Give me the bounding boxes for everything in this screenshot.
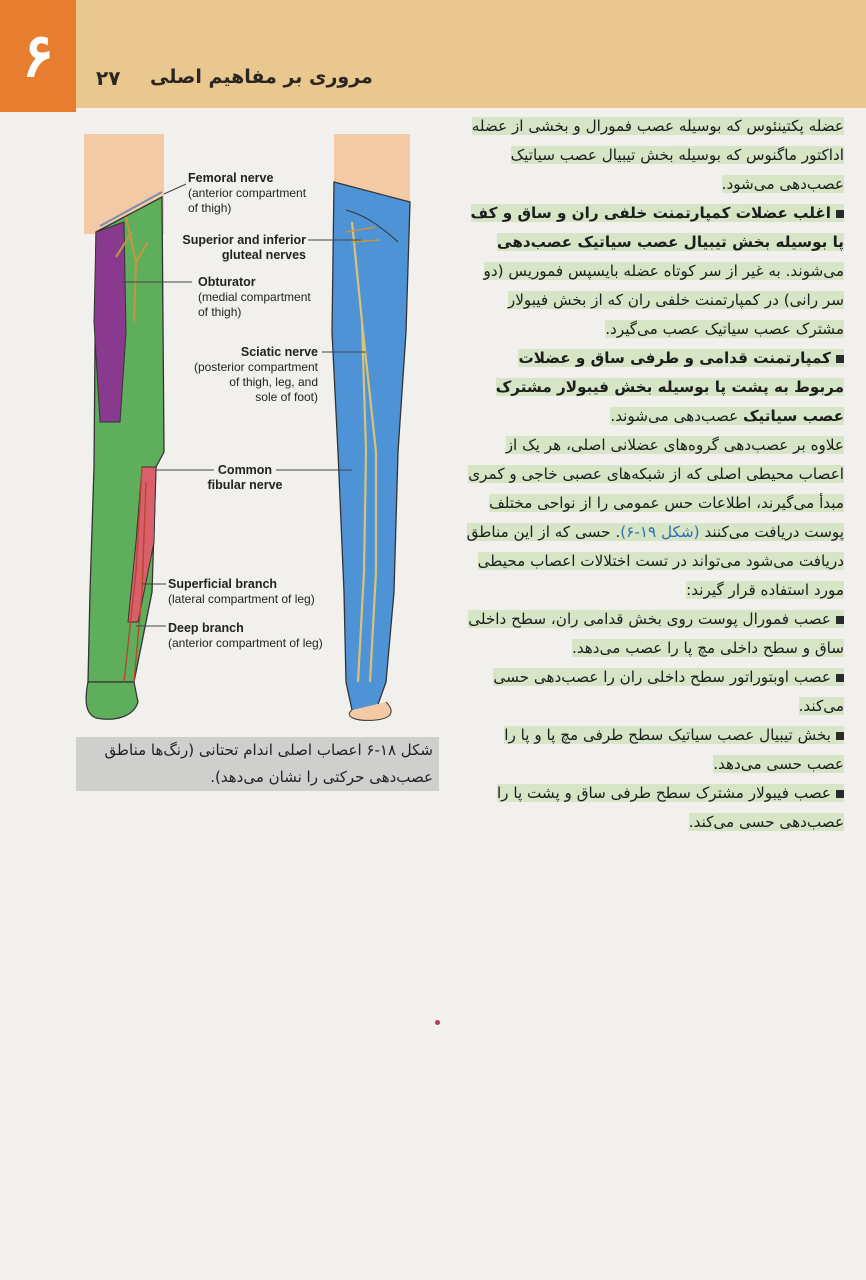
paragraph-1: عضله پکتینئوس که بوسیله عصب فمورال و بخشی از عضله اداکتور ماگنوس که بوسیله بخش تیبیال عصب سیاتیک عصب‌دهی می‌شود. bbox=[471, 117, 844, 193]
lower-limb-nerves-figure bbox=[76, 122, 446, 732]
bullet-1-bold: اغلب عضلات کمپارتمنت خلفی ران و ساق و کف پا بوسیله بخش تیبیال عصب سیاتیک عصب‌دهی bbox=[470, 204, 844, 251]
figure-caption bbox=[76, 737, 439, 791]
bullet-square-icon bbox=[836, 790, 844, 798]
header-title: مروری بر مفاهیم اصلی bbox=[150, 66, 373, 88]
caption-line-2: عصب‌دهی حرکتی را نشان می‌دهد). bbox=[210, 768, 433, 786]
label-sciatic-desc3: sole of foot) bbox=[255, 390, 318, 404]
sensory-bullet-1 bbox=[464, 605, 844, 663]
bullet-square-icon bbox=[836, 210, 844, 218]
bullet-2-rest: عصب‌دهی می‌شوند. bbox=[610, 407, 739, 425]
label-common-fibular-2: fibular nerve bbox=[207, 478, 283, 492]
sensory-bullet-2-text: عصب اوبتوراتور سطح داخلی ران را عصب‌دهی حسی می‌کند. bbox=[493, 668, 844, 715]
bullet-1-rest: می‌شوند. به غیر از سر کوتاه عضله بایسپس فموریس (دو سر رانی) در کمپارتمنت خلفی ران که از بخش فیبولار مشترک عصب سیاتیک عصب می‌گیرد. bbox=[483, 262, 844, 338]
label-superficial-desc: (lateral compartment of leg) bbox=[168, 592, 315, 606]
bullet-square-icon bbox=[836, 616, 844, 624]
label-sciatic-desc1: (posterior compartment bbox=[193, 360, 318, 374]
sensory-bullet-3-text: بخش تیبیال عصب سیاتیک سطح طرفی مچ پا و پا را عصب حسی می‌دهد. bbox=[504, 726, 844, 773]
label-deep-desc: (anterior compartment of leg) bbox=[168, 636, 323, 650]
sensory-bullet-4 bbox=[464, 779, 844, 837]
label-femoral-desc2: of thigh) bbox=[188, 201, 232, 215]
label-sciatic-desc2: of thigh, leg, and bbox=[229, 375, 318, 389]
paragraph-2-a: علاوه بر عصب‌دهی گروه‌های عضلانی اصلی، هر یک از اعصاب محیطی اصلی که از شبکه‌های عصبی خاجی و کمری مبدأ می‌گیرند، اطلاعات حس عمومی را از نواحی مختلف پوست دریافت می‌کنند bbox=[468, 436, 844, 541]
label-gluteal-nerves-2: gluteal nerves bbox=[221, 248, 306, 262]
chapter-tab: ۶ bbox=[0, 0, 76, 112]
posterior-leg-illustration bbox=[332, 134, 410, 720]
bullet-square-icon bbox=[836, 355, 844, 363]
label-gluteal-nerves: Superior and inferior bbox=[182, 233, 306, 247]
bullet-2 bbox=[464, 344, 844, 431]
page-header bbox=[0, 0, 866, 108]
sensory-bullet-1-text: عصب فمورال پوست روی بخش قدامی ران، سطح داخلی ساق و سطح داخلی مچ پا را عصب می‌دهد. bbox=[468, 610, 844, 657]
body-text bbox=[464, 112, 844, 837]
paragraph-2-b: . حسی که از این مناطق دریافت می‌شود می‌تواند در تست اختلالات اعصاب محیطی مورد استفاده قرار گیرند: bbox=[466, 523, 844, 599]
sensory-bullet-3 bbox=[464, 721, 844, 779]
bullet-square-icon bbox=[836, 674, 844, 682]
label-deep-branch: Deep branch bbox=[168, 621, 244, 635]
label-obturator-desc2: of thigh) bbox=[198, 305, 242, 319]
label-obturator-desc1: (medial compartment bbox=[198, 290, 311, 304]
bullet-1 bbox=[464, 199, 844, 344]
label-femoral-desc1: (anterior compartment bbox=[188, 186, 307, 200]
bullet-square-icon bbox=[836, 732, 844, 740]
anterior-leg-illustration bbox=[84, 134, 164, 719]
page-number: ۲۷ bbox=[96, 66, 121, 90]
label-superficial-branch: Superficial branch bbox=[168, 577, 278, 591]
label-femoral-nerve: Femoral nerve bbox=[188, 171, 274, 185]
ink-dot bbox=[435, 1020, 440, 1025]
figure-reference-link[interactable]: (شکل ۱۹-۶) bbox=[620, 523, 700, 541]
label-obturator: Obturator bbox=[198, 275, 256, 289]
sensory-bullet-4-text: عصب فیبولار مشترک سطح طرفی ساق و پشت پا را عصب‌دهی حسی می‌کند. bbox=[496, 784, 844, 831]
bullet-2-bold: کمپارتمنت قدامی و طرفی ساق و عضلات مربوط به پشت پا بوسیله بخش فیبولار مشترک عصب سیاتیک bbox=[495, 349, 844, 425]
label-sciatic-nerve: Sciatic nerve bbox=[240, 345, 318, 359]
sensory-bullet-2 bbox=[464, 663, 844, 721]
label-common-fibular: Common bbox=[217, 463, 273, 477]
caption-line-1: شکل ۱۸-۶ اعصاب اصلی اندام تحتانی (رنگ‌ها مناطق bbox=[104, 741, 433, 759]
